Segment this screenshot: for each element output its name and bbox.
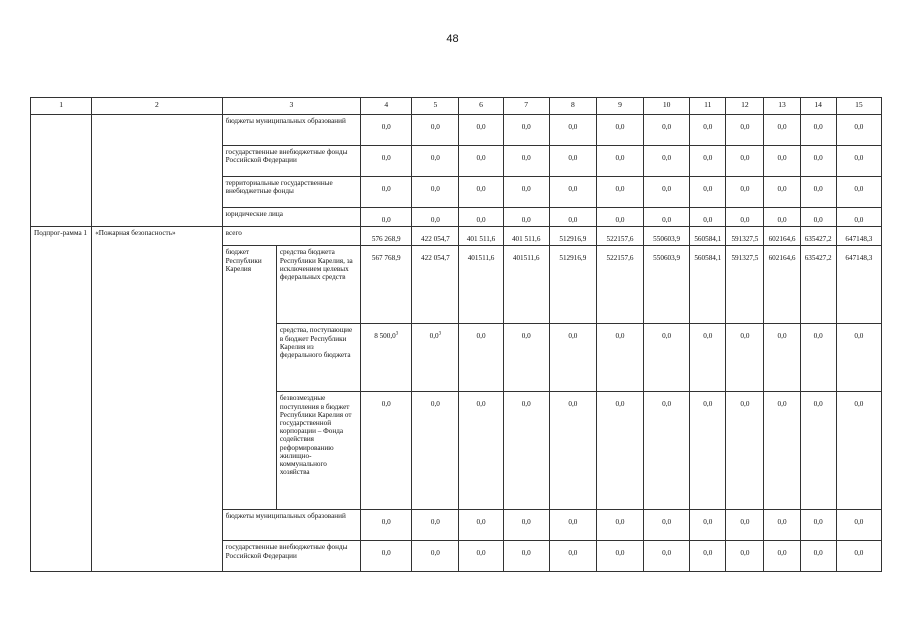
value-cell: 0,0 [800, 177, 836, 208]
column-header: 12 [726, 98, 764, 115]
value-cell: 512916,9 [549, 227, 596, 246]
value-cell: 0,0 [412, 208, 459, 227]
value-cell: 635427,2 [800, 246, 836, 324]
value-cell: 0,0 [549, 541, 596, 572]
value-cell: 0,0 [549, 146, 596, 177]
value-cell: 567 768,9 [361, 246, 412, 324]
label-cell: Подпрог-рамма 1 [31, 227, 92, 572]
value-cell: 560584,1 [690, 227, 726, 246]
value-cell: 0,0 [549, 115, 596, 146]
value-cell: 0,0 [726, 541, 764, 572]
value-cell: 0,0 [836, 177, 881, 208]
value-cell: 422 054,7 [412, 246, 459, 324]
value-cell: 0,0 [549, 510, 596, 541]
column-header: 6 [459, 98, 503, 115]
value-cell: 0,0 [459, 115, 503, 146]
column-header: 5 [412, 98, 459, 115]
footnote-mark: 3 [438, 332, 442, 338]
column-header: 1 [31, 98, 92, 115]
value-cell: 0,0 [596, 510, 643, 541]
value-cell: 0,0 [726, 324, 764, 392]
value-cell: 0,0 [459, 541, 503, 572]
label-cell: территориальные государственные внебюджетные фонды [222, 177, 360, 208]
value-cell: 0,0 [800, 392, 836, 510]
table-row [31, 115, 882, 146]
value-cell: 0,0 [361, 177, 412, 208]
value-cell: 0,0 [503, 392, 549, 510]
value-cell: 0,0 [690, 510, 726, 541]
column-header: 4 [361, 98, 412, 115]
value-cell: 0,0 [503, 177, 549, 208]
value-cell: 602164,6 [764, 246, 800, 324]
value-cell: 0,0 [644, 392, 690, 510]
value-cell: 0,0 [726, 208, 764, 227]
value-cell: 550603,9 [644, 227, 690, 246]
value-cell: 576 268,9 [361, 227, 412, 246]
value-cell: 0,0 [644, 146, 690, 177]
label-cell: государственные внебюджетные фонды Российской Федерации [222, 541, 360, 572]
label-cell: «Пожарная безопасность» [92, 227, 222, 572]
value-cell: 0,0 [361, 541, 412, 572]
value-cell: 0,0 [836, 392, 881, 510]
value-cell: 0,0 [459, 208, 503, 227]
value-cell: 0,0 [361, 392, 412, 510]
label-cell: бюджеты муниципальных образований [222, 115, 360, 146]
value-cell: 0,0 [503, 146, 549, 177]
value-cell: 522157,6 [596, 227, 643, 246]
header-row [31, 98, 882, 115]
value-cell: 0,0 [726, 392, 764, 510]
value-cell: 0,0 [503, 115, 549, 146]
value-cell: 0,0 [690, 208, 726, 227]
value-cell: 560584,1 [690, 246, 726, 324]
value-cell: 0,0 [764, 146, 800, 177]
value-cell: 0,0 [800, 146, 836, 177]
value-cell: 0,0 [549, 177, 596, 208]
value-cell: 0,0 [726, 177, 764, 208]
value-cell: 0,0 [764, 208, 800, 227]
value-cell: 0,0 [726, 146, 764, 177]
value-cell: 0,0 [800, 510, 836, 541]
value-cell: 591327,5 [726, 227, 764, 246]
value-cell: 422 054,7 [412, 227, 459, 246]
value-cell: 0,0 [800, 208, 836, 227]
label-cell [31, 115, 92, 227]
value-cell: 0,0 [459, 324, 503, 392]
value-cell: 0,0 [644, 541, 690, 572]
column-header: 3 [222, 98, 360, 115]
column-header: 14 [800, 98, 836, 115]
column-header: 15 [836, 98, 881, 115]
value-cell: 401 511,6 [459, 227, 503, 246]
value-cell: 0,0 [764, 115, 800, 146]
value-cell: 0,0 [459, 392, 503, 510]
value-cell: 0,0 [596, 177, 643, 208]
value-cell: 0,0 [644, 115, 690, 146]
value-cell: 0,0 [503, 208, 549, 227]
column-header: 13 [764, 98, 800, 115]
value-cell: 0,0 [764, 177, 800, 208]
value-cell: 0,0 [361, 146, 412, 177]
label-cell [92, 115, 222, 227]
value-cell: 635427,2 [800, 227, 836, 246]
value-cell: 0,0 [596, 541, 643, 572]
value-cell: 0,0 [459, 146, 503, 177]
table-row [31, 227, 882, 246]
value-cell: 0,0 [549, 208, 596, 227]
value-cell: 401511,6 [503, 246, 549, 324]
value-cell: 0,0 [459, 510, 503, 541]
value-cell: 0,0 [503, 510, 549, 541]
label-cell: юридические лица [222, 208, 360, 227]
value-cell: 0,0 [800, 541, 836, 572]
value-cell: 0,0 [644, 177, 690, 208]
value-cell: 0,0 [412, 541, 459, 572]
value-cell: 0,0 [690, 392, 726, 510]
value-cell: 0,0 [412, 510, 459, 541]
label-cell: всего [222, 227, 360, 246]
value-cell: 602164,6 [764, 227, 800, 246]
value-cell: 0,0 [764, 541, 800, 572]
label-cell: бюджет Республики Карелия [222, 246, 276, 510]
value-cell: 0,0 [726, 510, 764, 541]
value-cell: 0,0 [549, 392, 596, 510]
label-cell: средства бюджета Республики Карелия, за исключением целевых федеральных средств [276, 246, 360, 324]
value-cell: 0,0 [412, 115, 459, 146]
value-cell: 0,0 [690, 146, 726, 177]
value-cell: 0,0 [596, 115, 643, 146]
value-cell: 0,0 [459, 177, 503, 208]
value-cell: 591327,5 [726, 246, 764, 324]
label-cell: бюджеты муниципальных образований [222, 510, 360, 541]
page-number: 48 [446, 33, 459, 45]
value-cell: 401511,6 [459, 246, 503, 324]
column-header: 8 [549, 98, 596, 115]
value-cell: 0,0 [596, 208, 643, 227]
value-cell: 0,0 [836, 541, 881, 572]
table-body [31, 115, 882, 572]
value-cell: 401 511,6 [503, 227, 549, 246]
value-cell: 522157,6 [596, 246, 643, 324]
value-cell: 647148,3 [836, 227, 881, 246]
value-cell: 0,0 [503, 541, 549, 572]
value-cell: $0,0^3$ [412, 324, 459, 392]
value-cell: 0,0 [596, 146, 643, 177]
column-header: 7 [503, 98, 549, 115]
value-cell: 0,0 [549, 324, 596, 392]
value-cell: 0,0 [836, 146, 881, 177]
label-cell: безвозмездные поступления в бюджет Республики Карелия от государственной корпорации – Фонда содействия реформированию жилищно-коммунального хозяйства [276, 392, 360, 510]
column-header: 11 [690, 98, 726, 115]
column-header: 10 [644, 98, 690, 115]
value-cell: 512916,9 [549, 246, 596, 324]
value-cell: 0,0 [412, 146, 459, 177]
value-cell: 0,0 [764, 392, 800, 510]
value-cell: 550603,9 [644, 246, 690, 324]
value-cell: 0,0 [361, 510, 412, 541]
footnote-mark: 3 [395, 332, 399, 338]
value-cell: 0,0 [690, 177, 726, 208]
value-cell: 0,0 [764, 510, 800, 541]
label-cell: средства, поступающие в бюджет Республики Карелия из федерального бюджета [276, 324, 360, 392]
value-cell: 0,0 [800, 324, 836, 392]
value-cell: 0,0 [836, 324, 881, 392]
value-cell: 0,0 [644, 510, 690, 541]
value-cell: 0,0 [836, 208, 881, 227]
value-cell: 0,0 [690, 115, 726, 146]
value-cell: 0,0 [596, 324, 643, 392]
value-cell: 0,0 [361, 208, 412, 227]
value-cell: 0,0 [690, 541, 726, 572]
value-cell: 0,0 [644, 208, 690, 227]
label-cell: государственные внебюджетные фонды Российской Федерации [222, 146, 360, 177]
value-cell: 0,0 [503, 324, 549, 392]
value-cell: 0,0 [690, 324, 726, 392]
value-cell: 0,0 [836, 510, 881, 541]
value-cell: 0,0 [836, 115, 881, 146]
value-cell: 0,0 [644, 324, 690, 392]
value-cell: 0,0 [361, 115, 412, 146]
value-cell: 0,0 [764, 324, 800, 392]
value-cell: 0,0 [726, 115, 764, 146]
value-cell: 0,0 [800, 115, 836, 146]
column-header: 9 [596, 98, 643, 115]
value-cell: 0,0 [596, 392, 643, 510]
value-cell: 0,0 [412, 392, 459, 510]
column-header: 2 [92, 98, 222, 115]
value-cell: 647148,3 [836, 246, 881, 324]
value-cell: 8 500,0$^3$ [361, 324, 412, 392]
value-cell: 0,0 [412, 177, 459, 208]
finance-table [30, 97, 882, 572]
